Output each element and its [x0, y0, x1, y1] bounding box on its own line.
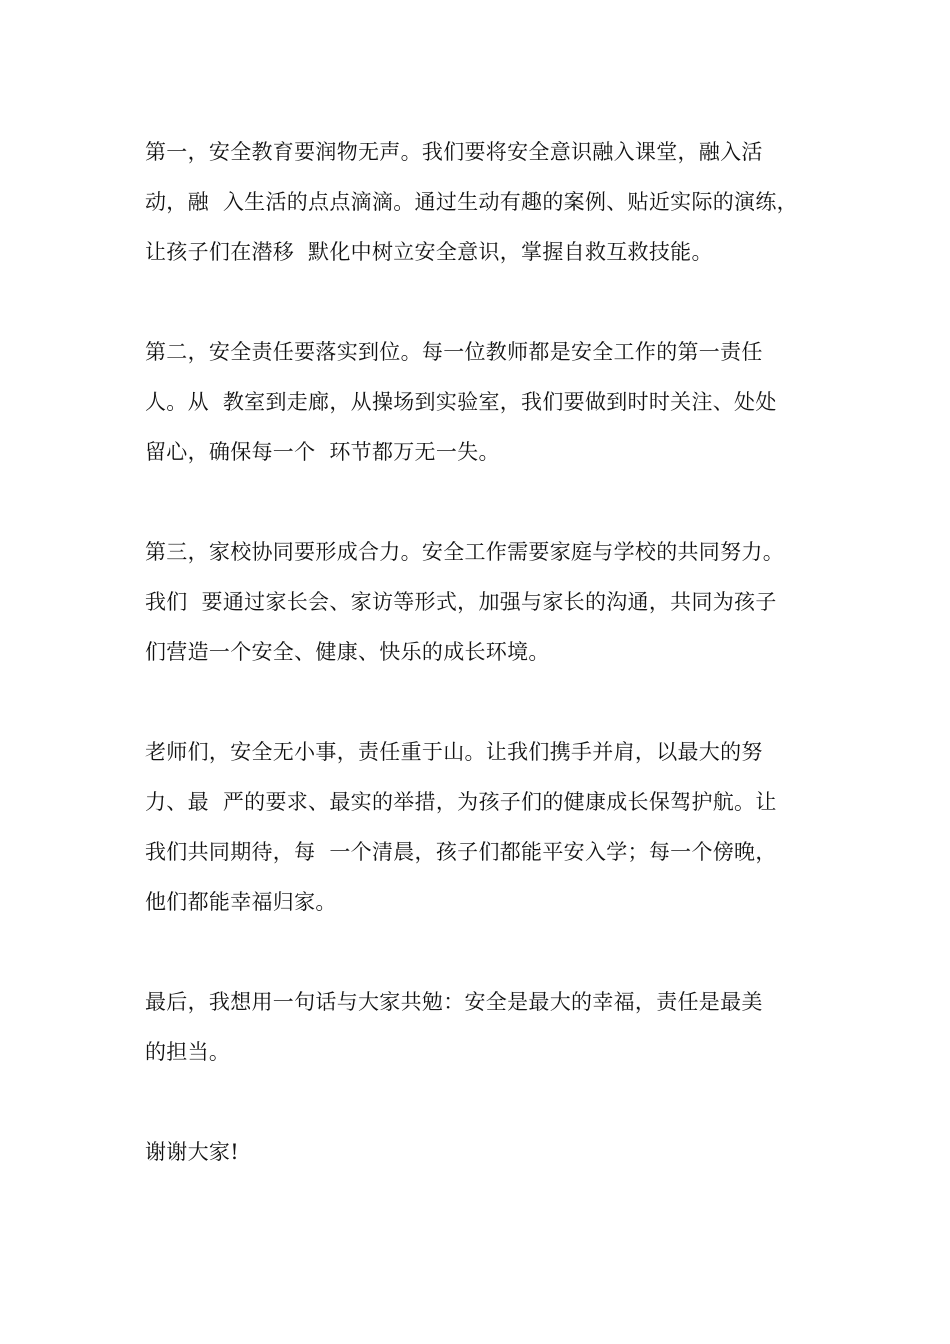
paragraph-thanks: [145, 1127, 825, 1177]
paragraph-line: 力、最 严的要求、最实的举措，为孩子们的健康成长保驾护航。让: [145, 790, 777, 814]
paragraph-line: 最后，我想用一句话与大家共勉：安全是最大的幸福，责任是最美: [145, 990, 763, 1014]
paragraph-line: 谢谢大家!: [145, 1140, 239, 1164]
paragraph-teachers-appeal: [145, 727, 825, 927]
paragraph-line: 我们共同期待，每 一个清晨，孩子们都能平安入学；每一个傍晚，: [145, 840, 777, 864]
paragraph-safety-responsibility: [145, 327, 825, 477]
paragraph-line: 第二，安全责任要落实到位。每一位教师都是安全工作的第一责任: [145, 340, 763, 364]
paragraph-line: 人。从 教室到走廊，从操场到实验室，我们要做到时时关注、处处: [145, 390, 777, 414]
paragraph-line: 动，融 入生活的点点滴滴。通过生动有趣的案例、贴近实际的演练，: [145, 190, 798, 214]
paragraph-line: 第三，家校协同要形成合力。安全工作需要家庭与学校的共同努力。: [145, 540, 784, 564]
paragraph-line: 让孩子们在潜移 默化中树立安全意识，掌握自救互救技能。: [145, 240, 713, 264]
paragraph-line: 的担当。: [145, 1040, 231, 1064]
paragraph-line: 我们 要通过家长会、家访等形式，加强与家长的沟通，共同为孩子: [145, 590, 777, 614]
paragraph-line: 留心，确保每一个 环节都万无一失。: [145, 440, 500, 464]
paragraph-line: 第一，安全教育要润物无声。我们要将安全意识融入课堂，融入活: [145, 140, 763, 164]
paragraph-closing-motto: [145, 977, 825, 1077]
paragraph-line: 们营造一个安全、健康、快乐的成长环境。: [145, 640, 550, 664]
paragraph-home-school-cooperation: [145, 527, 825, 677]
paragraph-line: 老师们，安全无小事，责任重于山。让我们携手并肩，以最大的努: [145, 740, 763, 764]
paragraph-safety-education: [145, 127, 825, 277]
paragraph-line: 他们都能幸福归家。: [145, 890, 337, 914]
